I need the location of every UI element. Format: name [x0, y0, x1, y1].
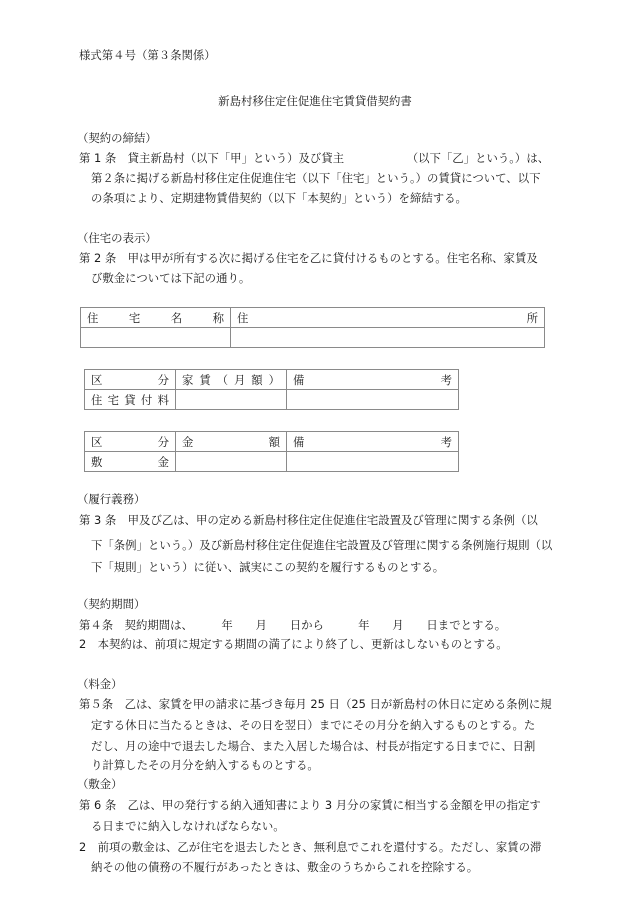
article-6-line: 2 前項の敷金は、乙が住宅を退去したとき、無利息でこれを還付する。ただし、家賃の滞 [79, 840, 542, 854]
article-4-line: 第４条 契約期間は、 年 月 日から 年 月 日までとする。 [79, 618, 507, 632]
deposit-amount-cell[interactable] [176, 452, 287, 472]
section-heading: （敷金） [77, 777, 123, 791]
header-char: 考 [440, 372, 452, 387]
document-title: 新島村移住定住促進住宅賃貸借契約書 [218, 94, 412, 108]
row-label-rent [85, 390, 176, 410]
article-1-line: 第２条に掲げる新島村移住定住促進住宅（以下「住宅」という。）の賃貸について、以下 [91, 171, 541, 185]
header-char: （ [216, 372, 229, 387]
article-3-line: 下「条例」という。）及び新島村移住定住促進住宅設置及び管理に関する条例施行規則（以 [91, 538, 553, 552]
header-char: 名 [170, 310, 183, 325]
header-char: 称 [212, 310, 224, 325]
label-char: 住 [91, 392, 103, 407]
header-char: 所 [526, 310, 538, 325]
rent-remarks-cell[interactable] [287, 390, 459, 410]
label-char: 敷 [91, 454, 103, 469]
header-remarks [287, 370, 459, 390]
article-1-line: の条項により、定期建物賃借契約（以下「本契約」という）を締結する。 [91, 191, 467, 205]
header-char: 額 [268, 434, 280, 449]
article-3-line: 第 3 条 甲及び乙は、甲の定める新島村移住定住促進住宅設置及び管理に関する条例（以 [79, 513, 538, 527]
header-char: 分 [157, 434, 169, 449]
article-1-line: 第 1 条 貸主新島村（以下「甲」という）及び貸主 （以下「乙」という。）は、 [79, 151, 550, 165]
label-char: 料 [157, 392, 169, 407]
deposit-table [84, 431, 459, 472]
header-remarks [287, 432, 459, 452]
article-6-line: る日までに納入しなければならない。 [91, 819, 285, 833]
section-heading: （契約の締結） [77, 131, 157, 145]
header-char: 額 [251, 372, 263, 387]
header-char: 金 [182, 434, 194, 449]
section-heading: （履行義務） [77, 492, 146, 506]
article-6-line: 第 6 条 乙は、甲の発行する納入通知書により 3 月分の家賃に相当する金額を甲の指定す [79, 798, 541, 812]
header-char: 住 [237, 310, 249, 325]
header-char: 備 [293, 372, 305, 387]
article-5-line: り計算したその月分を納入するものとする。 [91, 758, 319, 772]
article-3-line: 下「規則」という）に従い、誠実にこの契約を履行するものとする。 [91, 560, 445, 574]
label-char: 宅 [107, 392, 120, 407]
house-name-cell[interactable] [81, 328, 231, 348]
header-char: 住 [87, 310, 99, 325]
label-char: 貸 [124, 392, 136, 407]
article-2-line: 第 2 条 甲は甲が所有する次に掲げる住宅を乙に貸付けるものとする。住宅名称、家賃及 [79, 251, 538, 265]
section-heading: （料金） [77, 677, 123, 691]
header-char: 区 [91, 434, 103, 449]
header-category [85, 432, 176, 452]
article-5-line: だし、月の途中で退去した場合、また入居した場合は、村長が指定する日までに、日割 [91, 739, 536, 753]
header-address [231, 308, 545, 328]
header-char: 賃 [199, 372, 211, 387]
header-house-name [81, 308, 231, 328]
header-monthly-rent [176, 370, 287, 390]
header-char: ） [268, 372, 280, 387]
article-5-line: 定する休日に当たるときは、その日を翌日）までにその月分を納入するものとする。た [91, 718, 536, 732]
header-char: 月 [233, 372, 246, 387]
article-5-line: 第５条 乙は、家賃を甲の請求に基づき毎月 25 日（25 日が新島村の休日に定める条例に規 [79, 697, 552, 711]
header-char: 区 [91, 372, 103, 387]
section-heading: （契約期間） [77, 597, 146, 611]
label-char: 金 [157, 454, 169, 469]
deposit-remarks-cell[interactable] [287, 452, 459, 472]
row-label-deposit [85, 452, 176, 472]
header-char: 宅 [128, 310, 141, 325]
monthly-rent-cell[interactable] [176, 390, 287, 410]
rent-table [84, 369, 459, 410]
header-char: 考 [440, 434, 452, 449]
form-label: 様式第４号（第３条関係） [79, 48, 216, 62]
article-4-line: 2 本契約は、前項に規定する期間の満了により終了し、更新はしないものとする。 [79, 637, 508, 651]
article-2-line: び敷金については下記の通り。 [91, 271, 251, 285]
label-char: 付 [140, 392, 153, 407]
header-char: 備 [293, 434, 305, 449]
header-char: 家 [182, 372, 194, 387]
house-table [80, 307, 545, 348]
address-cell[interactable] [231, 328, 545, 348]
header-amount [176, 432, 287, 452]
article-6-line: 納その他の債務の不履行があったときは、敷金のうちからこれを控除する。 [91, 860, 479, 874]
header-category [85, 370, 176, 390]
section-heading: （住宅の表示） [77, 231, 157, 245]
header-char: 分 [157, 372, 169, 387]
